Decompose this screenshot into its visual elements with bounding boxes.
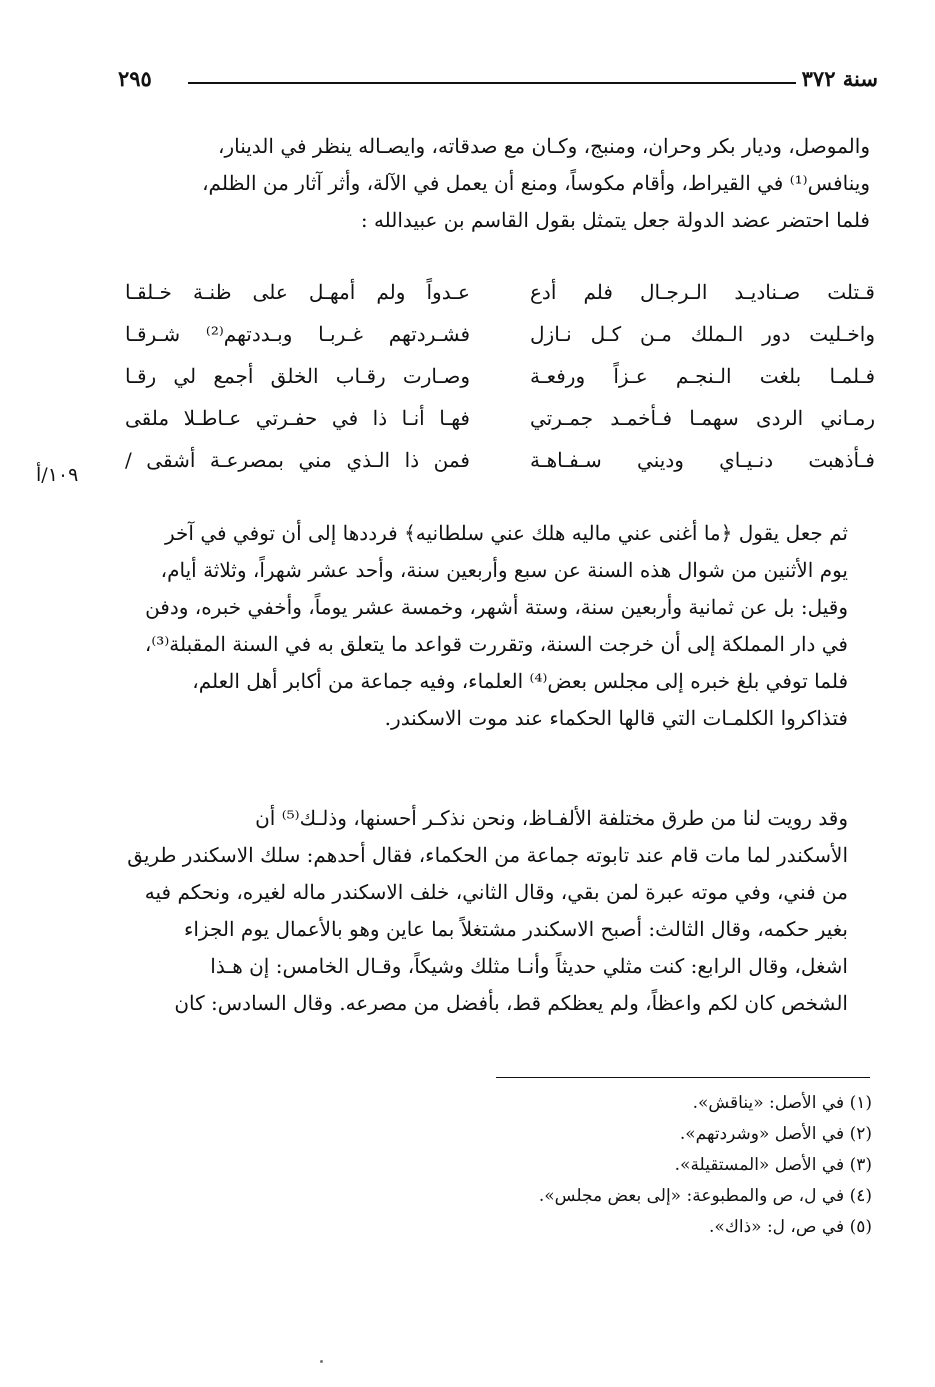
page-number: ٢٩٥	[118, 66, 152, 91]
text-line: وقد رويت لنا من طرق مختلفة الألفـاظ، ونحن نذكـر أحسنها، وذلـك⁽⁵⁾ أن	[255, 806, 848, 830]
text-line: فلما توفي بلغ خبره إلى مجلس بعض⁽⁴⁾ العلماء، وفيه جماعة من أكابر أهل العلم،	[192, 669, 848, 693]
text-line: وقيل: بل عن ثمانية وأربعين سنة، وستة أشهر، وخمسة عشر يوماً، وأخفي خبره، ودفن	[145, 595, 848, 619]
paragraph-1	[125, 128, 870, 239]
verse-row	[125, 322, 875, 364]
verse-row	[125, 280, 875, 322]
text-line: الأسكندر لما مات قام عند تابوته جماعة من الحكماء، فقال أحدهم: سلك الاسكندر طريق	[127, 843, 848, 867]
verse-second-hemistich: فمن ذا الـذي مني بمصرعـة أشقى /	[125, 448, 470, 472]
text-line: يوم الأثنين من شوال هذه السنة عن سبع وأربعين سنة، وأحد عشر شهراً، وثلاثة أيام،	[160, 558, 848, 582]
text-line: اشغل، وقال الرابع: كنت مثلي حديثاً وأنـا مثلك وشيكاً، وقـال الخامس: إن هـذا	[210, 954, 848, 978]
verse-second-hemistich: عـدواً ولم أمهـل على ظنـة خـلقـا	[125, 280, 470, 304]
text-line: الشخص كان لكم واعظاً، ولم يعظكم قط، بأفضل من مصرعه. وقال السادس: كان	[174, 991, 848, 1015]
paragraph-3	[125, 800, 870, 1022]
verse-first-hemistich: فـلمـا بلغت الـنجـم عـزاً ورفعـة	[530, 364, 875, 388]
verse-first-hemistich: واخـليت دور الـملك مـن كـل نـازل	[530, 322, 875, 346]
text-line: بغير حكمه، وقال الثالث: أصبح الاسكندر مشتغلاً بما عاين وهو بالأعمال يوم الجزاء	[183, 917, 848, 941]
footnote: (٣) في الأصل «المستقيلة».	[674, 1155, 872, 1175]
text-line: فتذاكروا الكلمـات التي قالها الحكماء عند موت الاسكندر.	[384, 706, 848, 730]
header-year: سنة ٣٧٢	[801, 66, 878, 91]
paragraph-2	[125, 515, 870, 737]
page-header	[118, 62, 878, 102]
verse-row	[125, 406, 875, 448]
verse-row	[125, 364, 875, 406]
verse-first-hemistich: رمـاني الردى سهمـا فـأخمـد جمـرتي	[530, 406, 875, 430]
text-line: من فني، وفي موته عبرة لمن بقي، وقال الثاني، خلف الاسكندر ماله لغيره، ونحكم فيه	[144, 880, 848, 904]
verse-second-hemistich: وصـارت رقـاب الخلق أجمع لي رقـا	[125, 364, 470, 388]
footnote: (٢) في الأصل «وشردتهم».	[679, 1124, 872, 1144]
text-line: فلما احتضر عضد الدولة جعل يتمثل بقول القاسم بن عبيدالله :	[360, 208, 870, 232]
footnote: (٤) في ل، ص والمطبوعة: «إلى بعض مجلس».	[538, 1186, 872, 1206]
scan-speck	[320, 1360, 323, 1363]
verse-second-hemistich: فهـا أنـا ذا في حفـرتي عـاطـلا ملقى	[125, 406, 470, 430]
text-line: وينافس⁽¹⁾ في القيراط، وأقام مكوساً، ومنع أن يعمل في الآلة، وأثر آثار من الظلم،	[202, 171, 870, 195]
manuscript-folio-note: ١٠٩/أ	[36, 464, 79, 486]
text-line: ثم جعل يقول ﴿ما أغنى عني ماليه هلك عني سلطانيه﴾ فرددها إلى أن توفي في آخر	[165, 521, 848, 545]
header-rule	[188, 82, 796, 84]
footnote: (٥) في ص، ل: «ذاك».	[709, 1217, 872, 1237]
verse-second-hemistich: فشـردتهم غـربـا وبـددتهم⁽²⁾ شـرقـا	[125, 322, 471, 346]
footnotes	[172, 1088, 872, 1243]
text-line: والموصل، وديار بكر وحران، ومنبج، وكـان مع صدقاته، وايصـاله ينظر في الدينار،	[218, 134, 870, 158]
poem	[125, 280, 875, 490]
verse-row	[125, 448, 875, 490]
footnote-separator	[496, 1077, 870, 1078]
footnote: (١) في الأصل: «يناقش».	[692, 1093, 872, 1113]
text-line: في دار المملكة إلى أن خرجت السنة، وتقررت قواعد ما يتعلق به في السنة المقبلة⁽³⁾،	[144, 632, 848, 656]
verse-first-hemistich: قـتلت صـناديـد الـرجـال فلم أدع	[530, 280, 875, 304]
verse-first-hemistich: فـأذهبت دنـيـاي وديني سـفـاهـة	[530, 448, 875, 472]
